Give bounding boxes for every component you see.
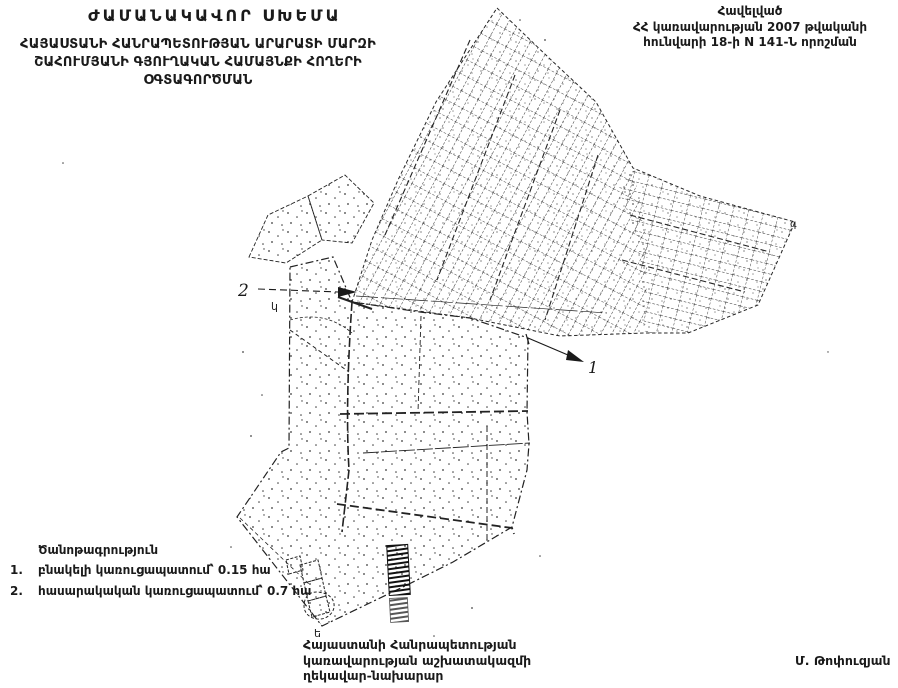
annex-reference <box>604 4 896 51</box>
page-title: ԺԱՄԱՆԱԿԱՎՈՐ ՍԽԵՄԱ <box>88 6 342 25</box>
arrowhead-icon <box>566 350 584 362</box>
subtitle-line-2: ՇԱՀՈՒՄՅԱՆԻ ԳՅՈՒՂԱԿԱՆ ՀԱՄԱՅՆՔԻ ՀՈՂԵՐԻ <box>34 55 362 70</box>
map-marker-2: 2 <box>238 281 249 301</box>
notes-block <box>10 543 330 599</box>
note-item-text: բնակելի կառուցապատում՝ 0.15 հա <box>38 563 271 577</box>
map-marker-1: 1 <box>588 358 599 377</box>
settlement-parcel-grid <box>330 0 810 345</box>
note-item <box>10 563 330 578</box>
annex-line-2: ՀՀ կառավարության 2007 թվականի <box>632 19 868 34</box>
annex-line-1: Հավելված <box>717 4 783 18</box>
subtitle-line-1: ՀԱՅԱՍՏԱՆԻ ՀԱՆՐԱՊԵՏՈՒԹՅԱՆ ԱՐԱՐԱՏԻ ՄԱՐԶԻ <box>20 37 376 52</box>
map-point-k: կ <box>271 300 278 313</box>
note-item-text: հասարակական կառուցապատում՝ 0.7 հա <box>38 584 312 598</box>
annex-line-3: հունվարի 18-ի N 141-Ն որոշման <box>643 35 857 49</box>
hatched-parcel <box>387 544 411 622</box>
signature-line-3: ղեկավար-նախարար <box>303 668 444 683</box>
signature-line-1: Հայաստանի Հանրապետության <box>303 637 517 652</box>
note-item-number: 2. <box>10 584 23 598</box>
signature-block <box>303 637 563 684</box>
map-point-g: գ <box>790 219 797 230</box>
notes-heading: Ծանոթագրություն <box>38 543 159 557</box>
note-item <box>10 584 330 599</box>
subtitle-line-3: ՕԳՏԱԳՈՐԾՄԱՆ <box>143 73 253 88</box>
note-item-number: 1. <box>10 563 23 577</box>
signatory-name: Մ. Թոփուզյան <box>795 653 891 668</box>
leader-arrow-1 <box>526 334 598 377</box>
signature-line-2: կառավարության աշխատակազմի <box>303 652 532 668</box>
map-point-e: ե <box>314 627 321 640</box>
page-subtitle <box>8 36 388 90</box>
